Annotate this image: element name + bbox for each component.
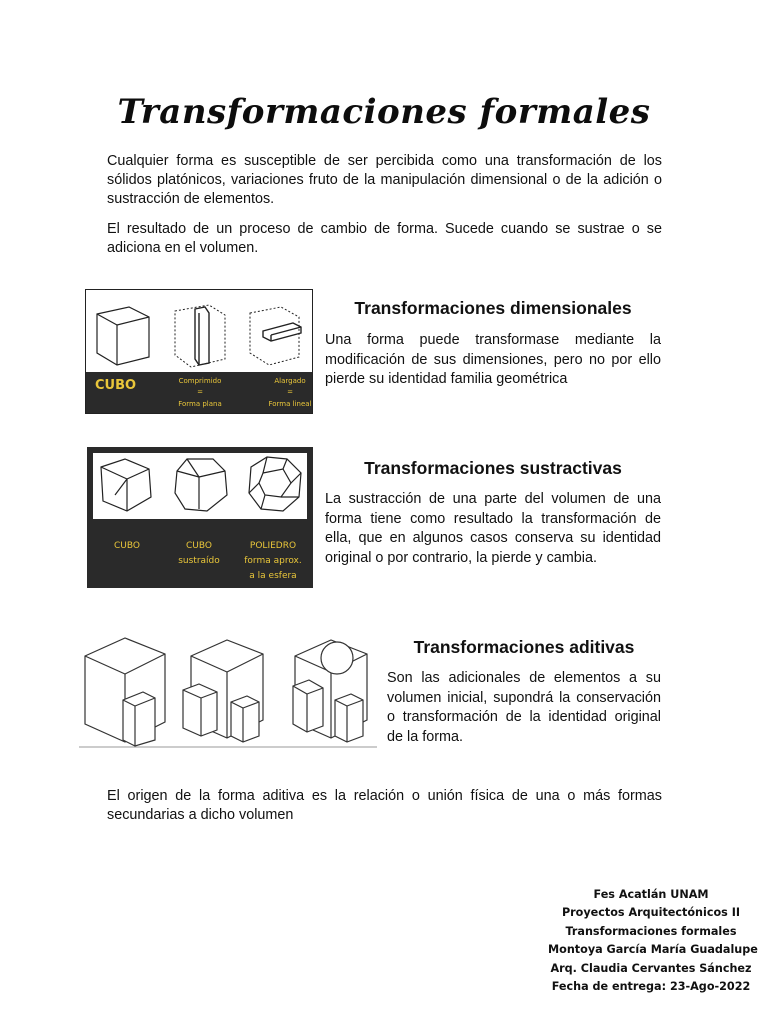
section-heading-subtractive: Transformaciones sustractivas [364,458,622,478]
figure-label: = [287,388,293,396]
figure-label: POLIEDRO [249,541,297,551]
footer-line: Fecha de entrega: 23-Ago-2022 [551,980,751,994]
section-heading-additive: Transformaciones aditivas [413,637,635,657]
footer-line: Montoya García María Guadalupe [548,943,758,957]
footer-credits [548,886,758,996]
closing-paragraph: El origen de la forma aditiva es la relación o unión física de una o más formas secundarias a dicho volumen [107,788,662,823]
figure-additive-transformations [79,630,377,750]
figure-label: Comprimido [178,377,222,385]
section-body-dimensional: Una forma puede transformase mediante la modificación de sus dimensiones, pero no por ello pierde su identidad familia geométrica [325,332,661,387]
section-body-additive: Son las adicionales de elementos a su volumen inicial, supondrá la conservación o transformación de la identidad original de la forma. [387,670,661,745]
figure-label: Forma lineal [268,400,312,408]
cube-with-added-boxes-2 [183,640,263,742]
figure-dimensional-transformations [85,289,313,414]
figure-label: a la esfera [249,571,297,581]
footer-line: Transformaciones formales [565,924,737,938]
figure-label: sustraído [178,556,220,566]
footer-line: Proyectos Arquitectónicos II [561,906,741,920]
intro-paragraph-1: Cualquier forma es susceptible de ser percibida como una transformación de los sólidos platónicos, variaciones fruto de la manipulación dimensional o de la adición o sustracción de elementos. [107,153,662,207]
section-body-subtractive: La sustracción de una parte del volumen de una forma tiene como resultado la transformación de ella, que en algunos casos conserva su identidad original o por contrario, la pierde y cambia. [325,491,661,566]
figure-label: CUBO [95,378,137,393]
figure-subtractive-transformations [87,447,313,588]
intro-paragraph-2: El resultado de un proceso de cambio de forma. Sucede cuando se sustrae o se adiciona en el volumen. [107,221,662,256]
figure-label: CUBO [114,541,140,551]
page-title: Transformaciones formales [117,92,651,132]
figure-label: forma aprox. [244,556,302,566]
figure-label: Forma plana [178,400,222,408]
figure-label: CUBO [186,541,212,551]
figure-label: Alargado [274,377,306,385]
section-heading-dimensional: Transformaciones dimensionales [354,298,632,318]
cube-with-added-box-1 [85,638,165,746]
figure-label: = [197,388,203,396]
footer-line: Fes Acatlán UNAM [593,888,709,901]
footer-line: Arq. Claudia Cervantes Sánchez [550,961,752,975]
cube-with-added-sphere-and-boxes-3 [293,640,367,742]
